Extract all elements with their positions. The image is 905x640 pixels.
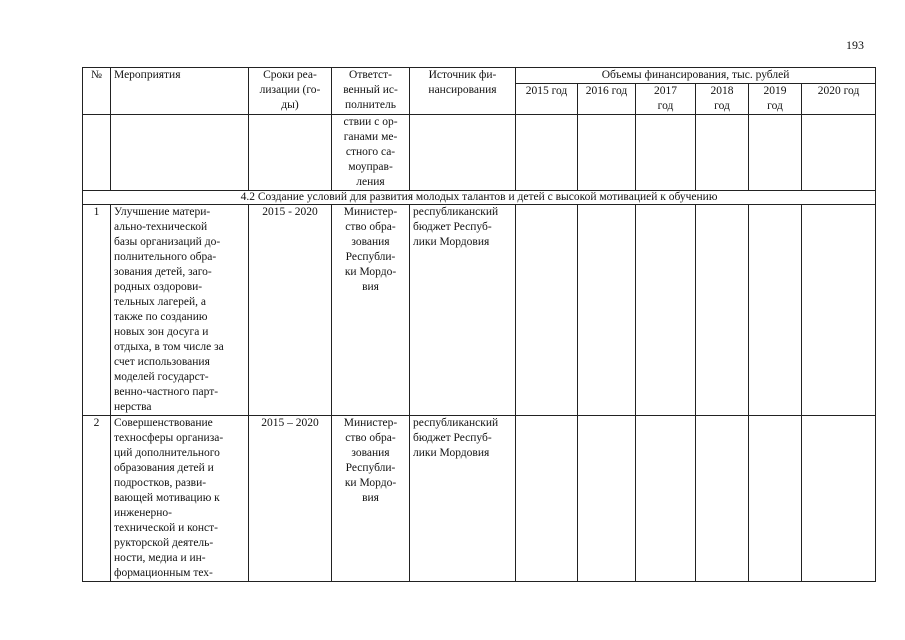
header-year-2016: 2016 год bbox=[578, 84, 636, 115]
cell-empty bbox=[410, 115, 516, 191]
header-year-2020: 2020 год bbox=[802, 84, 876, 115]
table-row-continuation bbox=[83, 115, 876, 191]
cell-funding-2018 bbox=[696, 416, 749, 582]
table-row bbox=[83, 205, 876, 416]
cell-activity: Совершенствование техносферы организа- ций дополнительного образования детей и подростков, разви- вающей мотивацию к инженерно- технической и конст- рукторской деятель- ности, медиа и ин- формационным тех- bbox=[111, 416, 249, 582]
cell-empty bbox=[802, 115, 876, 191]
header-period: Сроки реа- лизации (го- ды) bbox=[249, 68, 332, 115]
cell-funding-2017 bbox=[636, 205, 696, 416]
cell-funding-2020 bbox=[802, 205, 876, 416]
cell-empty bbox=[516, 115, 578, 191]
cell-activity: Улучшение матери- ально-технической базы организаций до- полнительного обра- зования детей, заго- родных оздорови- тельных лагерей, а также по созданию новых зон досуга и отдыха, в том числе за счет использования моделей государст- венно-частного парт- нерства bbox=[111, 205, 249, 416]
cell-funding-2020 bbox=[802, 416, 876, 582]
table-row bbox=[83, 416, 876, 582]
cell-empty bbox=[249, 115, 332, 191]
header-responsible: Ответст- венный ис- полнитель bbox=[332, 68, 410, 115]
header-year-2018: 2018 год bbox=[696, 84, 749, 115]
cell-responsible: Министер- ство обра- зования Республи- ки Мордо- вия bbox=[332, 416, 410, 582]
header-funding: Объемы финансирования, тыс. рублей bbox=[516, 68, 876, 84]
cell-funding-2017 bbox=[636, 416, 696, 582]
page-number: 193 bbox=[846, 38, 864, 52]
table-section-row bbox=[83, 191, 876, 205]
cell-source: республиканский бюджет Респуб- лики Мордовия bbox=[410, 205, 516, 416]
header-year-2015: 2015 год bbox=[516, 84, 578, 115]
cell-empty bbox=[111, 115, 249, 191]
cell-responsible-continued: ствии с ор- ганами ме- стного са- моуправ- ления bbox=[332, 115, 410, 191]
header-year-2017: 2017 год bbox=[636, 84, 696, 115]
cell-funding-2015 bbox=[516, 205, 578, 416]
header-number: № bbox=[83, 68, 111, 115]
cell-funding-2018 bbox=[696, 205, 749, 416]
cell-number: 1 bbox=[83, 205, 111, 416]
cell-responsible: Министер- ство обра- зования Республи- ки Мордо- вия bbox=[332, 205, 410, 416]
cell-funding-2016 bbox=[578, 205, 636, 416]
header-activity: Мероприятия bbox=[111, 68, 249, 115]
cell-empty bbox=[696, 115, 749, 191]
cell-funding-2015 bbox=[516, 416, 578, 582]
cell-empty bbox=[636, 115, 696, 191]
section-title: 4.2 Создание условий для развития молодых талантов и детей с высокой мотивацией к обучению bbox=[83, 191, 876, 205]
cell-number: 2 bbox=[83, 416, 111, 582]
cell-period: 2015 – 2020 bbox=[249, 416, 332, 582]
cell-empty bbox=[749, 115, 802, 191]
cell-source: республиканский бюджет Респуб- лики Мордовия bbox=[410, 416, 516, 582]
header-source: Источник фи- нансирования bbox=[410, 68, 516, 115]
funding-plan-table bbox=[82, 67, 876, 582]
header-year-2019: 2019 год bbox=[749, 84, 802, 115]
cell-funding-2016 bbox=[578, 416, 636, 582]
cell-empty bbox=[578, 115, 636, 191]
table-header-row bbox=[83, 68, 876, 84]
cell-funding-2019 bbox=[749, 205, 802, 416]
cell-period: 2015 - 2020 bbox=[249, 205, 332, 416]
cell-empty bbox=[83, 115, 111, 191]
cell-funding-2019 bbox=[749, 416, 802, 582]
